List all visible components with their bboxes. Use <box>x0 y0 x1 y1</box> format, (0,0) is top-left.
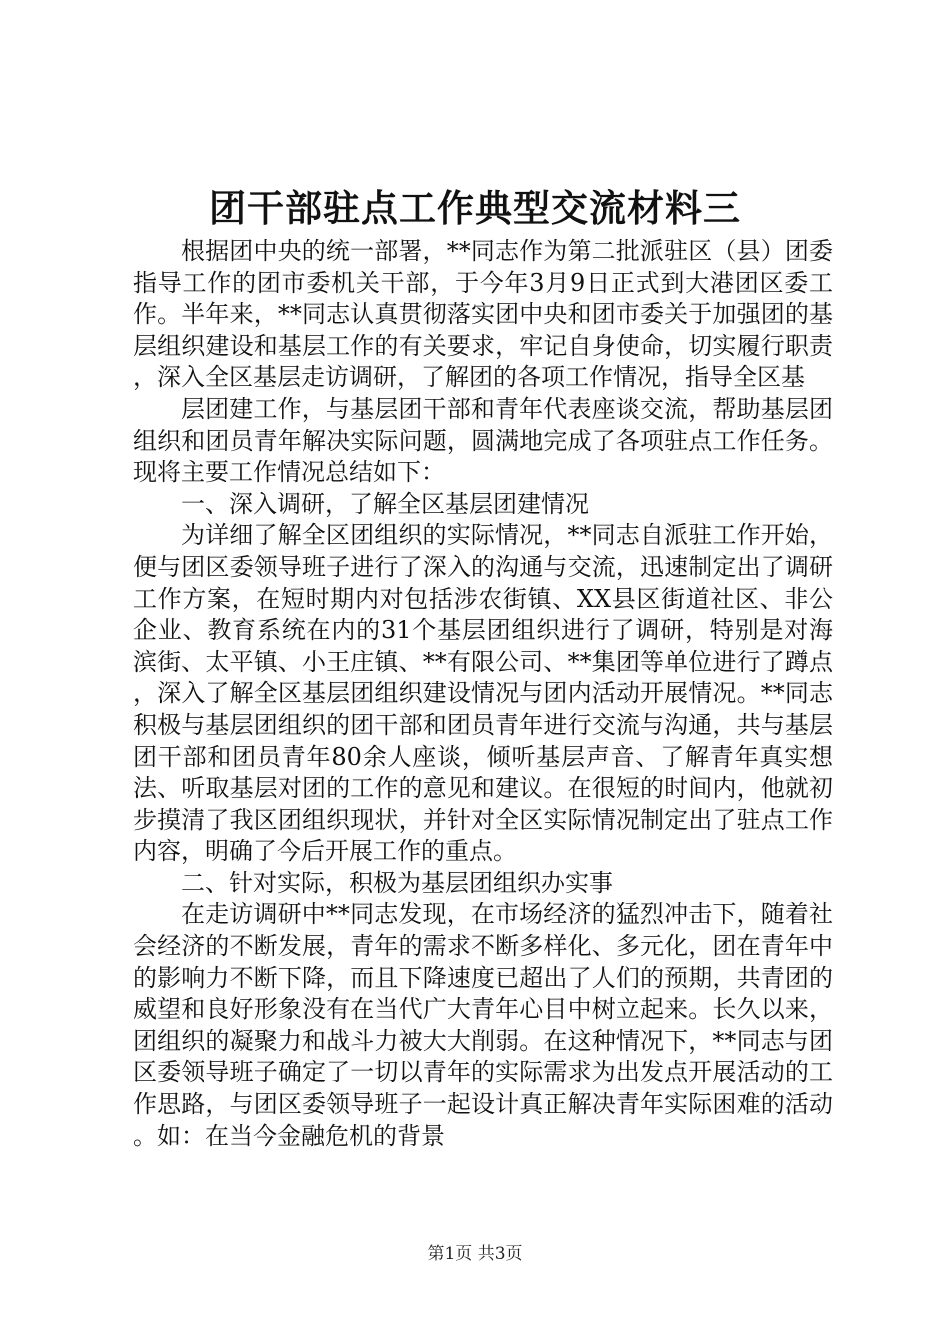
paragraph-section-2: 在走访调研中**同志发现，在市场经济的猛烈冲击下，随着社会经济的不断发展，青年的需求不断多样化、多元化，团在青年中的影响力不断下降，而且下降速度已超出了人们的预期，共青团的威望和良好形象没有在当代广大青年心目中树立起来。长久以来，团组织的凝聚力和战斗力被大大削弱。在这种情况下，**同志与团区委领导班子确定了一切以青年的实际需求为出发点开展活动的工作思路，与团区委领导班子一起设计真正解决青年实际困难的活动。如：在当今金融危机的背景 <box>133 900 833 1150</box>
paragraph-intro-continued: 层团建工作，与基层团干部和青年代表座谈交流，帮助基层团组织和团员青年解决实际问题，圆满地完成了各项驻点工作任务。现将主要工作情况总结如下： <box>133 394 833 487</box>
section-heading-1: 一、深入调研，了解全区基层团建情况 <box>181 489 589 518</box>
page-footer: 第1页 共3页 <box>427 1244 523 1264</box>
section-heading-2: 二、针对实际，积极为基层团组织办实事 <box>181 868 613 897</box>
document-title: 团干部驻点工作典型交流材料三 <box>209 186 741 230</box>
paragraph-section-1: 为详细了解全区团组织的实际情况，**同志自派驻工作开始，便与团区委领导班子进行了深入的沟通与交流，迅速制定出了调研工作方案，在短时期内对包括涉农街镇、XX县区街道社区、非公企业、教育系统在内的31个基层团组织进行了调研，特别是对海滨街、太平镇、小王庄镇、**有限公司、**集团等单位进行了蹲点，深入了解全区基层团组织建设情况与团内活动开展情况。**同志积极与基层团组织的团干部和团员青年进行交流与沟通，共与基层团干部和团员青年80余人座谈，倾听基层声音、了解青年真实想法、听取基层对团的工作的意见和建议。在很短的时间内，他就初步摸清了我区团组织现状，并针对全区实际情况制定出了驻点工作内容，明确了今后开展工作的重点。 <box>133 521 833 866</box>
paragraph-intro: 根据团中央的统一部署，**同志作为第二批派驻区（县）团委指导工作的团市委机关干部，于今年3月9日正式到大港团区委工作。半年来，**同志认真贯彻落实团中央和团市委关于加强团的基层组织建设和基层工作的有关要求，牢记自身使命，切实履行职责，深入全区基层走访调研，了解团的各项工作情况，指导全区基 <box>133 237 833 392</box>
document-body <box>133 236 833 1152</box>
